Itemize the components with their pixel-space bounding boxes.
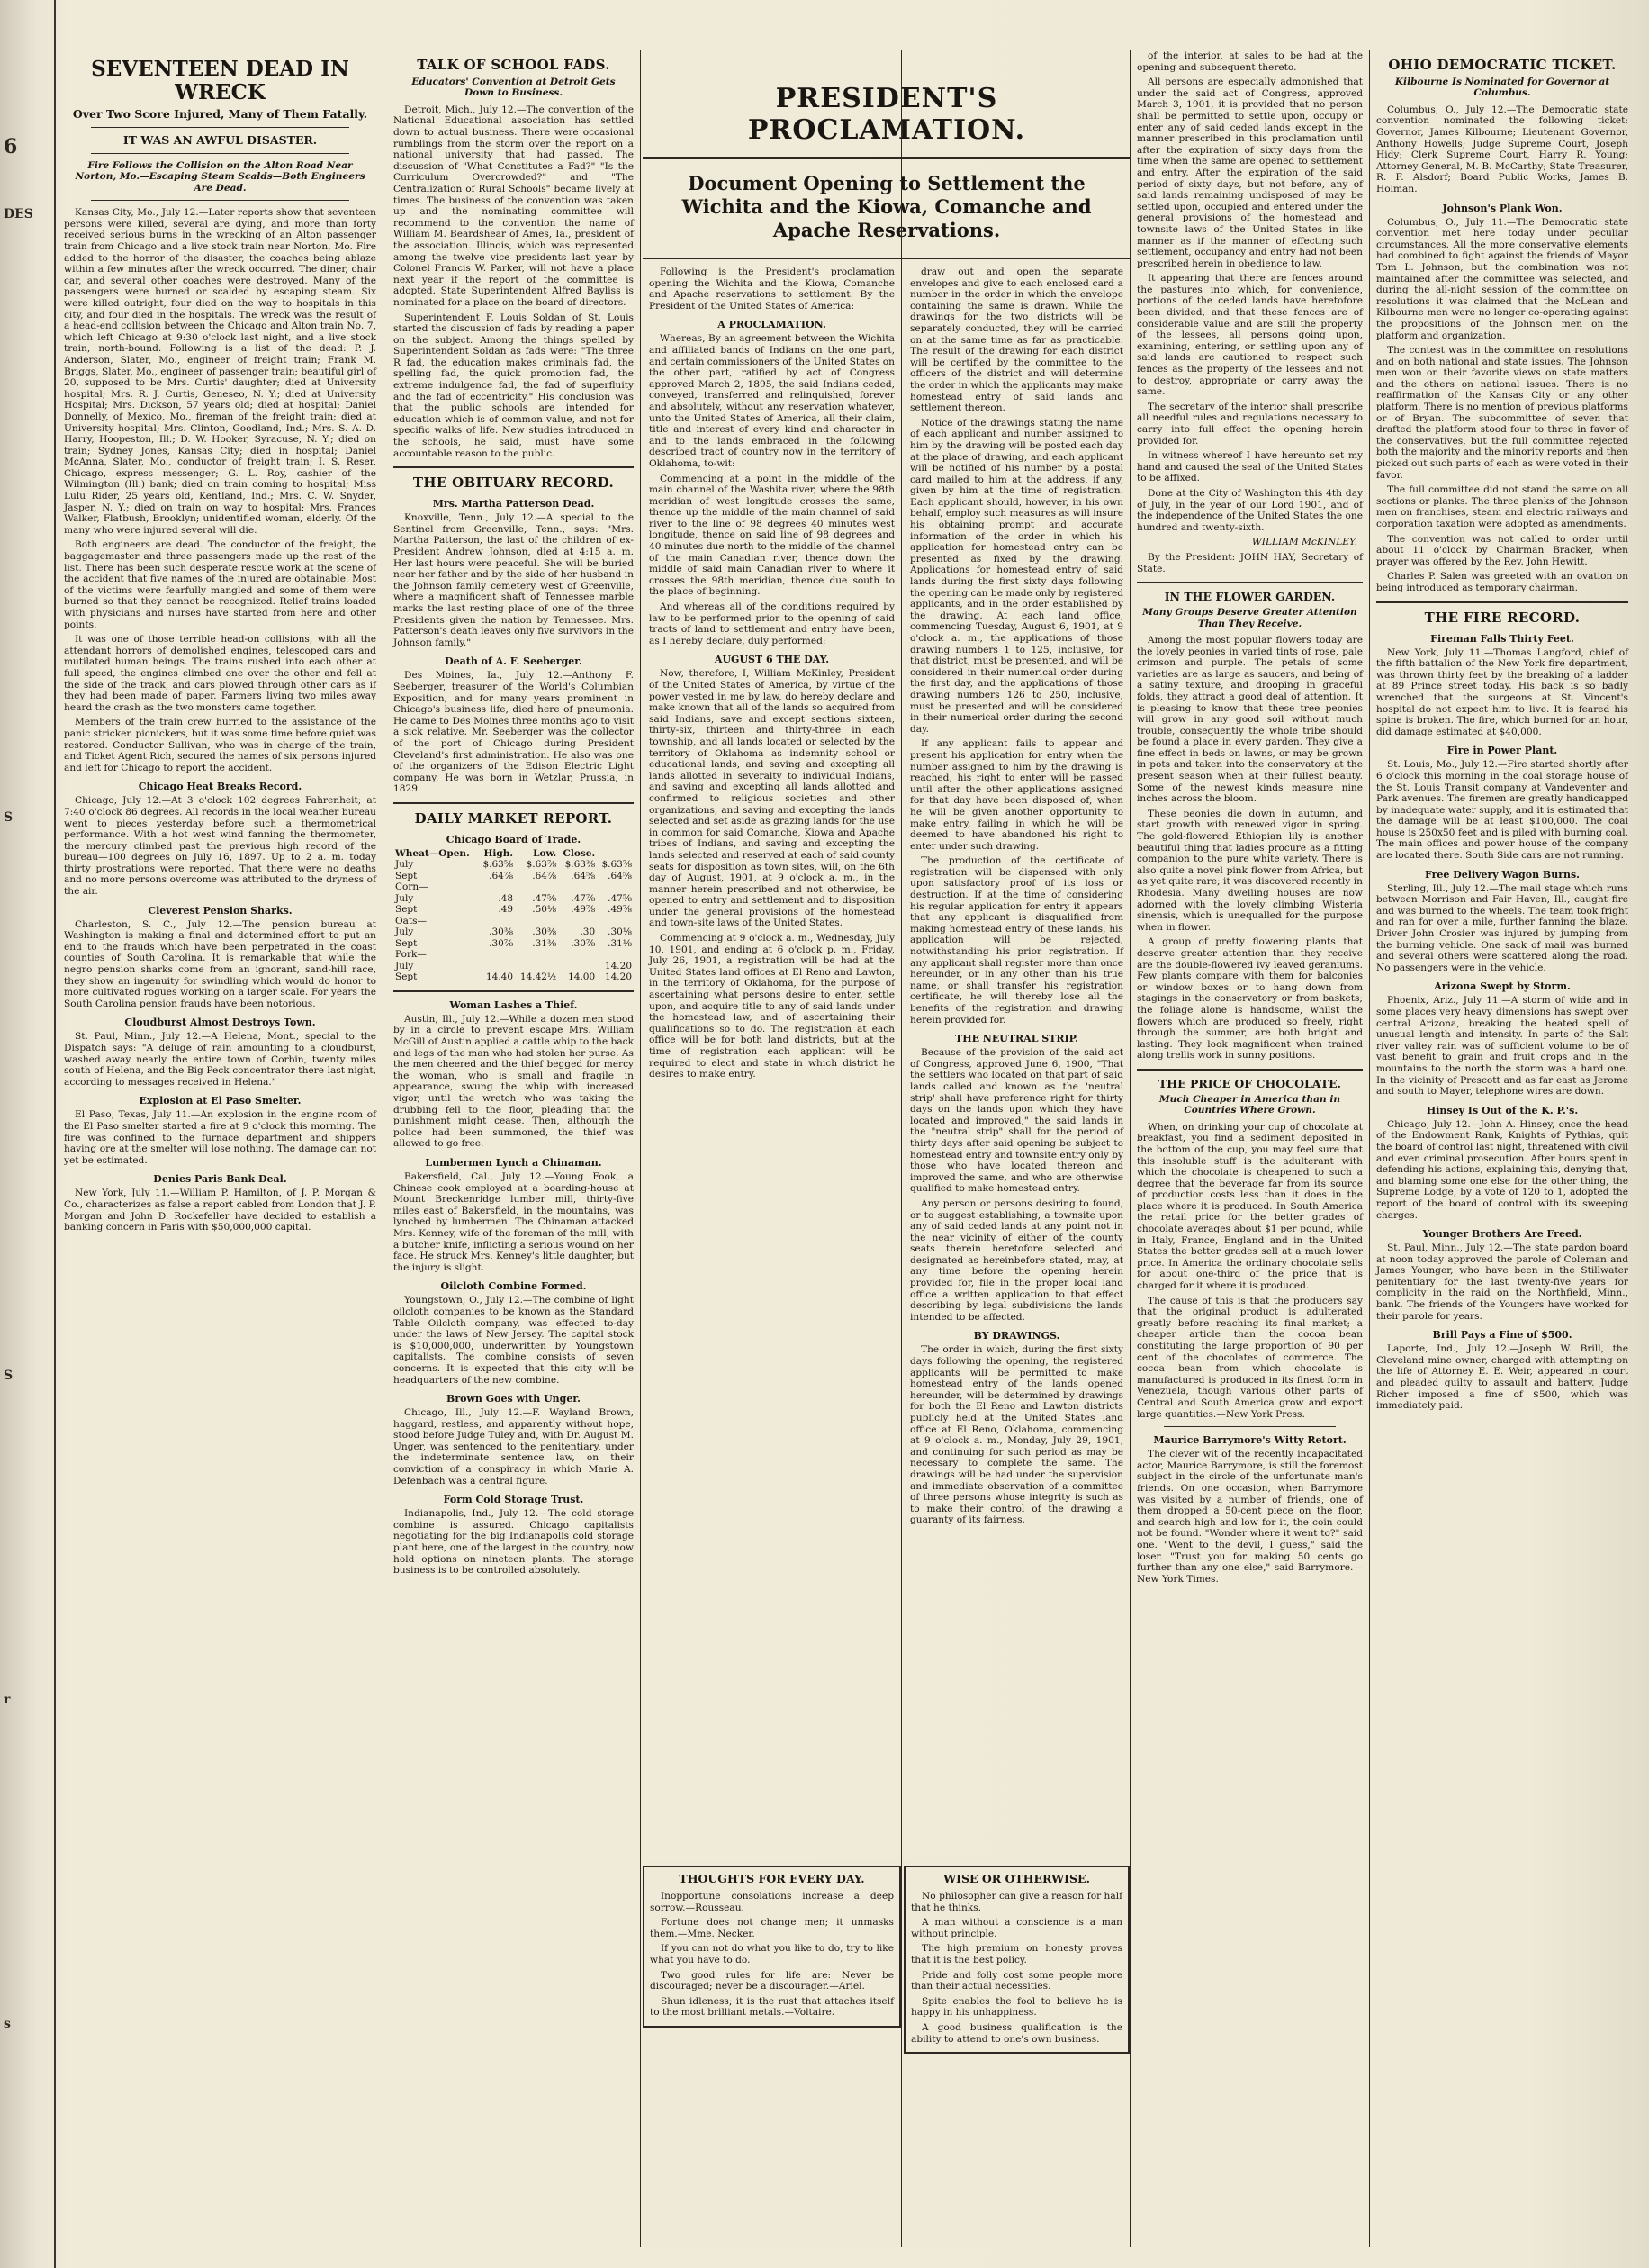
wise-item: Spite enables the fool to believe he is happy in his unhappiness. (911, 1995, 1122, 2019)
story-text: Sterling, Ill., July 12.—The mail stage which runs between Morrison and Fair Haven, Ill., caught fire and was burned to the wheels. The team took fright and ran for over a mile, further fanning the blaze. Driver John Crosier was injured by jumping from the burning vehicle. One sack of mail was burned and several others were scattered along the road. No passengers were in the vehicle. (1376, 882, 1628, 973)
story-head: Denies Paris Bank Deal. (153, 1173, 287, 1186)
market-cell: $.63⅜ (564, 859, 596, 871)
story-text: Phoenix, Ariz., July 11.—A storm of wide and in some places very heavy dimensions has swept over central Arizona, breaking the heated spell of unusual length and intensity. In parts of the Salt river valley rain was of sufficient volume to be of vast benefit to grain and fruit crops and in the mountains to the north the storm was a hard one. In the vicinity of Prescott and as far east as Jerome and south to Mayer, telephone wires are down. (1376, 995, 1628, 1098)
market-cell: 14.20 (604, 960, 632, 971)
thought-item: Shun idleness; it is the rust that attaches itself to the most brilliant metals.—Voltaire. (650, 1995, 894, 2019)
market-cell: Sept (395, 937, 418, 949)
column-proclamation-2 (904, 50, 1131, 2247)
article-paragraph: If any applicant fails to appear and present his application for entry when the number assigned to him by the drawing is reached, his right to enter will be passed until after the other applications assigned for that day have been disposed of, when he will be given another opportunity to make entry, failing in which he will be deemed to have abandoned his right to enter under such drawing. (910, 738, 1123, 852)
wise-item: A good business qualification is the ability to attend to one's own business. (911, 2021, 1122, 2045)
market-subhead: Chicago Board of Trade. (446, 833, 581, 845)
story-text: St. Louis, Mo., July 12.—Fire started shortly after 6 o'clock this morning in the coal storage house of the St. Louis Transit company at Vandeventer and Park avenues. The firemen are greatly handicapped by inadequate water supply, and it is estimated that the damage will be at least $100,000. The coal house is 250x50 feet and is piled with burning coal. The main offices and power house of the company are located there. South Side cars are not running. (1376, 759, 1628, 862)
article-paragraph: Both engineers are dead. The conductor of the freight, the baggagemaster and three passengers made up the rest of the list. There has been such desperate rescue work at the scene of the accident that five names of the injured are obtainable. Most of the victims were fearfully mangled and some of them were burned so that they cannot be recognized. Relief trains loaded with physicians and nurses have started from here and other points. (64, 539, 376, 630)
market-row (393, 893, 634, 905)
story-head: Johnson's Plank Won. (1442, 202, 1563, 214)
deck-wreck-3: Fire Follows the Collision on the Alton Road Near Norton, Mo.—Escaping Steam Scalds—Both Engineers Are Dead. (75, 160, 365, 194)
story-head: Woman Lashes a Thief. (449, 998, 578, 1011)
story-head: Younger Brothers Are Freed. (1422, 1228, 1582, 1241)
subhead-proclamation: Document Opening to Settlement the Wichita and the Kiowa, Comanche and Apache Reservations. (681, 172, 1092, 241)
market-col-head: Low. (533, 847, 557, 859)
article-paragraph: draw out and open the separate envelopes and give to each enclosed card a number in the order in which the envelope containing the same is drawn. While the drawings for the two districts will be separately conducted, they will be carried on at the same time as far as practicable. The result of the drawing for each district will be certified by the committee to the officers of the district and will determine the order in which the applicants may make homestead entry of said lands and settlement thereon. (910, 267, 1123, 414)
market-cell: Sept (395, 971, 418, 983)
article-paragraph: These peonies die down in autumn, and start growth with renewed vigor in spring. The gold-flowered Ethiopian lily is another beautiful thing that ladies procure as a fitting companion to the pure white variety. There is also quite a novel pink flower from Africa, but as yet quite rare; it was discovered recently in Rhodesia. Many dwelling houses are now adorned with the lovely climbing Wisteria sinensis, which is unequalled for the purpose when in flower. (1137, 808, 1363, 933)
article-paragraph: Detroit, Mich., July 12.—The convention of the National Educational association has settled down to actual business. There were occasional rumblings from the storm over the report on a national university that had passed. The discussion of "What Constitutes a Fad?" "Is the Curriculum Overcrowded?" and "The Centralization of Rural Schools" became lively at times. The business of the convention was taken up and the nominating committee will recommend to the convention the name of William M. Beardshear of Ames, Ia., president of the association. Illinois, which was represented among the twelve vice presidents last year by Colonel Francis W. Parker, will not have a place next year if the report of the committee is adopted. State Superintendent Alfred Bayliss is nominated for a place on the board of directors. (393, 104, 634, 308)
market-cell: .47⅞ (571, 892, 596, 904)
thought-item: If you can not do what you like to do, try to like what you have to do. (650, 1943, 894, 1965)
market-cell: 14.40 (485, 971, 514, 983)
column-proclamation-1 (643, 50, 902, 2247)
market-cell: Sept (395, 904, 418, 916)
story-head: Brill Pays a Fine of $500. (1432, 1329, 1572, 1342)
market-cell: .31⅜ (532, 937, 557, 949)
market-row (393, 904, 634, 916)
market-cell: .64⅝ (608, 870, 632, 881)
market-cell: Sept (395, 870, 418, 881)
story-text: Des Moines, Ia., July 12.—Anthony F. Seeberger, treasurer of the World's Columbian Exposition, and for many years prominent in Chicago's business life, died here of pneumonia. He came to Des Moines three months ago to visit a sick relative. Mr. Seeberger was the collector of the port of Chicago during President Cleveland's first administration. He also was one of the organizers of the Edison Electric Light company. He was born in Wetzlar, Prussia, in 1829. (393, 670, 634, 795)
thoughts-box-wrap (643, 1860, 901, 2247)
headline-flower-garden: IN THE FLOWER GARDEN. (1164, 590, 1336, 604)
wise-box (904, 1866, 1130, 2054)
headline-ohio: OHIO DEMOCRATIC TICKET. (1388, 57, 1617, 73)
market-col-head: Wheat—Open. (395, 847, 470, 859)
article-paragraph: Now, therefore, I, William McKinley, President of the United States of America, by virtue of the power vested in me by law, do hereby declare and make known that all of the lands so acquired from said Indians, save and except sections sixteen, thirty-six, thirteen and thirty-three in each township, and all lands located or selected by the territory of Oklahoma as indemnity school or educational lands, and saving and excepting all lands allotted in severalty to individual Indians, and saving and excepting all lands allotted and confirmed to religious societies and other organizations, and saving and excepting the lands selected and set aside as grazing lands for the use in common for said Comanche, Kiowa and Apache tribes of Indians, and saving and excepting the lands selected and reserved at each of said county seats for disposition as town sites, will, on the 6th day of August, 1901, at 9 o'clock a. m., in the manner herein prescribed and not otherwise, be opened to entry and settlement and to disposition under the general provisions of the homestead and town-site laws of the United States. (649, 668, 895, 929)
wise-item: Pride and folly cost some people more than their actual necessities. (911, 1969, 1122, 1992)
headline-wreck: SEVENTEEN DEAD IN WRECK (91, 57, 349, 104)
article-paragraph: The secretary of the interior shall prescribe all needful rules and regulations necessary to carry into full effect the opening herein provided for. (1137, 401, 1363, 447)
headline-obituary: THE OBITUARY RECORD. (412, 474, 615, 492)
market-col-head: Close. (563, 847, 596, 859)
article-paragraph: Members of the train crew hurried to the assistance of the panic stricken picnickers, but it was some time before quiet was restored. Conductor Sullivan, who was in charge of the train, and Ticket Agent Rich, secured the names of six persons injured and left for Chicago to report the accident. (64, 717, 376, 773)
thoughts-box (643, 1866, 901, 2028)
story-head: Arizona Swept by Storm. (1434, 980, 1571, 993)
article-paragraph: The production of the certificate of registration will be dispensed with only upon satisfactory proof of its loss or destruction. If at the time of considering his regular application for entry it appears that any applicant is disqualified from making homestead entry of these lands, his application will be rejected, notwithstanding his prior registration. If any applicant shall register more than once hereunder, or in any other than his true name, or shall transfer his registration certificate, he will thereby lose all the benefits of the registration and drawing herein provided for. (910, 855, 1123, 1026)
story-text: Chicago, Ill., July 12.—F. Wayland Brown, haggard, restless, and apparently without hope, stood before Judge Tuley and, with Dr. August M. Unger, was sentenced to the penitentiary, under the indeterminate sentence law, on their conviction of a conspiracy in which Marie A. Defenbach was a central figure. (393, 1407, 634, 1486)
article-paragraph: The contest was in the committee on resolutions and on both national and state issues. The Johnson men won on their favorite views on state matters and the others on national issues. There is no reaffirmation of the Kansas City or any other platform. There is no mention of previous platforms or of Bryan. The subcommittee of seven that drafted the platform stood four to three in favor of the conservatives, but the full committee rejected both the majority and the minority reports and then picked out such parts of each as were voted in their favor. (1376, 345, 1628, 481)
article-paragraph: Columbus, O., July 11.—The Democratic state convention met here today under peculiar circumstances. All the more conservative elements had combined to fight against the friends of Mayor Tom L. Johnson, but the combination was not maintained after the committee was selected, and during the all-night session of the committee on resolutions it was claimed that the McLean and Kilbourne men were no longer co-operating against the propositions of the Johnson men on the platform and organization. (1376, 216, 1628, 341)
market-cell: Oats— (395, 915, 427, 926)
article-paragraph: Whereas, By an agreement between the Wichita and affiliated bands of Indians on the one part, and certain commissioners of the United States on the other part, ratified by act of Congress approved March 2, 1895, the said Indians ceded, conveyed, transferred and relinquished, forever and absolutely, without any reservation whatever, unto the United States of America, all their claim, title and interest of every kind and character in and to the lands embraced in the following described tract of country now in the territory of Oklahoma, to-wit: (649, 333, 895, 469)
headline-market: DAILY MARKET REPORT. (414, 809, 613, 827)
thought-item: Inopportune consolations increase a deep sorrow.—Rousseau. (650, 1891, 894, 1913)
story-text: New York, July 11.—Thomas Langford, chief of the fifth battalion of the New York fire department, was thrown thirty feet by the breaking of a ladder at 89 Prince street today. His back is so badly wrenched that the surgeons at St. Vincent's hospital do not expect him to live. It is feared his spine is broken. The fire, which burned for an hour, did damage estimated at $40,000. (1376, 646, 1628, 737)
headline-fire-record: THE FIRE RECORD. (1424, 609, 1581, 626)
story-text: Charleston, S. C., July 12.—The pension bureau at Washington is making a final and determined effort to put an end to the frauds which have been perpetrated in the coast counties of South Carolina. It is remarkable that while the negro pension sharks come from an ignorant, sand-hill race, they show an ingenuity for swindling which would do honor to more cultivated rogues working on a larger scale. For years the South Carolina pension frauds have been notorious. (64, 918, 376, 1009)
article-paragraph: Kansas City, Mo., July 12.—Later reports show that seventeen persons were killed, several are dying, and more than forty received serious burns in the wrecking of an Alton passenger train from Chicago and a live stock train near Norton, Mo. Fire added to the horror of the disaster, the coaches being ablaze within a few minutes after the wreck occurred. The diner, chair car, and several other coaches were destroyed. Many of the passengers were burned or scalded by escaping steam. Six were killed outright, four died on the way to hospitals in this city, and four died in the hospitals. The wreck was the result of a head-end collision between the Chicago and Alton train No. 7, which left Chicago at 9:30 o'clock last night, and a live stock train, north-bound. Following is a list of the dead: P. J. Anderson, Slater, Mo., engineer of freight train; Frank M. Briggs, Slater, Mo., engineer of passenger train; beautiful girl of 20, supposed to be Mrs. Curtis' daughter; died at University hospital; Mrs. R. J. Curtis, Geneseo, N. Y.; died at University Hospital; Mrs. Dickson, 57 years old; died at hospital; Daniel Donnelly, of Mexico, Mo., fireman of the freight train; died at University hospital; Mrs. Clinton, Goodland, Ind.; Mrs. S. A. D. Harry, Hoopeston, Ill.; D. W. Hooker, Syracuse, N. Y.; died on train; Sydney Jones, Kansas City; died in hospital; Daniel McAnna, Slater, Mo., conductor of freight train; I. S. Reser, Chicago, express messenger; G. L. Roy, cashier of the Wilmington (Ill.) bank; died on train coming to hospital; Miss Lulu Rider, 25 years old, Kentland, Ind.; Mrs. C. W. Snyder, Jasper, N. Y.; died on train on way to hospital; Mrs. Frances Walker, Flatbush, Brooklyn; unidentified woman, elderly. Of the many who were injured several will die. (64, 207, 376, 536)
story-text: Youngstown, O., July 12.—The combine of light oilcloth companies to be known as the Standard Table Oilcloth company, was effected to-day under the laws of New Jersey. The capital stock is $10,000,000, underwritten by Youngstown capitalists. The combine consists of seven concerns. It is expected that this city will be headquarters of the new combine. (393, 1295, 634, 1386)
market-cell: 14.20 (604, 971, 632, 983)
edge-fragment: S (4, 810, 14, 825)
market-cell: .30⅛ (608, 926, 632, 938)
market-row (393, 881, 634, 893)
article-paragraph: Charles P. Salen was greeted with an ovation on being introduced as temporary chairman. (1376, 571, 1628, 593)
market-row (393, 859, 634, 871)
signature: WILLIAM McKINLEY. (1251, 537, 1357, 548)
market-cell: .47⅝ (532, 892, 557, 904)
story-head: Fire in Power Plant. (1446, 745, 1558, 757)
thoughts-head: THOUGHTS FOR EVERY DAY. (679, 1872, 865, 1885)
market-row (393, 916, 634, 927)
story-head: Mrs. Martha Patterson Dead. (432, 498, 595, 511)
article-paragraph: Any person or persons desiring to found, or to suggest establishing, a townsite upon any of said ceded lands at any point not in the near vicinity of either of the county seats therein heretofore selected and designated as hereinbefore stated, may, at any time before the opening herein provided for, file in the proper local land office a written application to that effect describing by legal subdivisions the lands intended to be affected. (910, 1197, 1123, 1323)
edge-fragment: s (4, 2017, 11, 2031)
wise-item: The high premium on honesty proves that it is the best policy. (911, 1943, 1122, 1965)
story-head: Form Cold Storage Trust. (443, 1494, 584, 1506)
story-text: Laporte, Ind., July 12.—Joseph W. Brill, the Cleveland mine owner, charged with attempting on the life of Attorney E. E. Weir, appeared in court and pleaded guilty to assault and battery. Judge Richer imposed a fine of $500, which was immediately paid. (1376, 1343, 1628, 1412)
story-head: Chicago Heat Breaks Record. (138, 781, 302, 793)
market-cell: $.63⅞ (601, 859, 632, 871)
market-cell: .50⅛ (532, 904, 557, 916)
market-cell: $.63⅝ (482, 859, 514, 871)
article-paragraph: Because of the provision of the said act of Congress, approved June 6, 1900, "That the settlers who located on that part of said lands called and known as the 'neutral strip' shall have preference right for thirty days on the lands upon which they have located and improved," the said lands in the "neutral strip" shall for the period of thirty days after said opening be subject to homestead entry and townsite entry only by those who have located thereon and improved the same, and who are otherwise qualified to make homestead entry. (910, 1047, 1123, 1195)
edge-fragment: S (4, 1369, 14, 1383)
story-text: Knoxville, Tenn., July 12.—A special to the Sentinel from Greenville, Tenn., says: "Mrs. Martha Patterson, the last of the children of ex-President Andrew Johnson, died at 4:15 a. m. Her last hours were peaceful. She will be buried near her father and by the side of her husband in the Johnson family cemetery west of Greenville, where a magnificent shaft of Tennessee marble marks the last resting place of one of the three Presidents given the nation by Tennessee. Mrs. Patterson's death leaves only five survivors in the Johnson family." (393, 512, 634, 648)
attestation: By the President: JOHN HAY, Secretary of State. (1137, 551, 1363, 574)
thought-item: Two good rules for life are: Never be discouraged; never be a discourager.—Ariel. (650, 1969, 894, 1992)
story-text: The clever wit of the recently incapacitated actor, Maurice Barrymore, is still the foremost subject in the circle of the unfortunate man's friends. On one occasion, when Barrymore was visited by a number of friends, one of them dropped a 50-cent piece on the floor, and search high and low for it, the coin could not be found. "Wonder where it went to?" said one. "Went to the devil, I guess," said the loser. "Trust you for making 50 cents go further than any one else," said Barrymore.—New York Times. (1137, 1449, 1363, 1585)
market-cell: Corn— (395, 881, 428, 893)
market-row (393, 938, 634, 950)
article-paragraph: Done at the City of Washington this 4th day of July, in the year of our Lord 1901, and of the independence of the United States the one hundred and twenty-sixth. (1137, 487, 1363, 533)
market-cell: Pork— (395, 949, 427, 961)
headline-proclamation: PRESIDENT'S PROCLAMATION. (643, 83, 1131, 159)
article-paragraph: In witness whereof I have hereunto set my hand and caused the seal of the United States to be affixed. (1137, 450, 1363, 484)
article-paragraph: It was one of those terrible head-on collisions, with all the attendant horrors of demolished engines, telescoped cars and mutilated human beings. The trains rushed into each other at full speed, the engines climbed one over the other and fell at the side of the track, and cars plowed through other cars as if they had been made of paper. Farmers living two miles away heard the crash as the two monsters came together. (64, 634, 376, 713)
wise-item: A man without a conscience is a man without principle. (911, 1917, 1122, 1939)
article-paragraph: All persons are especially admonished that under the said act of Congress, approved March 3, 1901, it is provided that no person shall be permitted to settle upon, occupy or enter any of said ceded lands except in the manner prescribed in this proclamation until after the expiration of sixty days from the time when the same are opened to settlement and entry. After the expiration of the said period of sixty days, but not before, any of said lands remaining undisposed of may be settled upon, occupied and entered under the general provisions of the homestead and townsite laws of the United States in like manner as if the manner of effecting such settlement, occupancy and entry had not been prescribed herein in obedience to law. (1137, 77, 1363, 269)
deck-ohio: Kilbourne Is Nominated for Governor at Columbus. (1394, 77, 1610, 99)
article-paragraph: Commencing at a point in the middle of the main channel of the Washita river, where the 98th meridian of west longitude crosses the same, thence up the middle of the main channel of said river to the line of 98 degrees 40 minutes west longitude, thence on said line of 98 degrees and 40 minutes due north to the middle of the channel of the main Canadian river, thence down the middle of said main Canadian river to where it crosses the 98th meridian, thence due south to the place of beginning. (649, 473, 895, 598)
story-head: Lumbermen Lynch a Chinaman. (425, 1157, 602, 1169)
market-row (393, 961, 634, 972)
story-head: Death of A. F. Seeberger. (445, 655, 582, 668)
wise-item: No philosopher can give a reason for half that he thinks. (911, 1891, 1122, 1913)
story-text: Chicago, July 12.—John A. Hinsey, once the head of the Endowment Rank, Knights of Pythias, quit the board of control last night, threatened with civil and even criminal prosecution. After hours spent in defending his actions, explaining this, denying that, and blaming some one else for the other thing, the Supreme Lodge, by a vote of 120 to 1, adopted the report of the board of control with its sweeping charges. (1376, 1118, 1628, 1221)
article-paragraph: Notice of the drawings stating the name of each applicant and number assigned to him by the drawing will be posted each day at the place of drawing, and each applicant will be notified of his number by a postal card mailed to him at the address, if any, given by him at the time of registration. Each applicant should, however, in his own behalf, employ such measures as will insure his obtaining prompt and accurate information of the order in which his application for homestead entry can be presented as fixed by the drawing. Applications for homestead entry of said lands during the first sixty days following the opening can be made only by registered applicants, and in the order established by the drawing. At each land office, commencing Tuesday, August 6, 1901, at 9 o'clock a. m., the applications of those drawing numbers 1 to 125, inclusive, for that district, must be presented, and will be considered in their numerical order during the first day, and the applications of those drawing numbers 126 to 250, inclusive, must be presented and will be considered in their numerical order during the second day. (910, 417, 1124, 735)
market-cell: July (395, 926, 414, 938)
story-text: St. Paul, Minn., July 12.—A Helena, Mont., special to the Dispatch says: "A deluge of rain amounting to a cloudburst, washed away nearly the entire town of Corbin, twenty miles south of Helena, and the Big Peck concentrator there last night, according to messages received in Helena." (64, 1031, 376, 1088)
story-head: Brown Goes with Unger. (446, 1393, 581, 1405)
headline-school-fads: TALK OF SCHOOL FADS. (417, 57, 610, 73)
story-text: Austin, Ill., July 12.—While a dozen men stood by in a circle to prevent escape Mrs. William McGill of Austin applied a cattle whip to the back and legs of the man who had stolen her purse. As the men cheered and the thief begged for mercy the woman, who is small and fragile in appearance, swung the whip with increased vigor, until the wretch who was taking the drubbing fell to the floor, pleading that the punishment might cease. Then, although the police had been summoned, the thief was allowed to go free. (393, 1013, 634, 1150)
market-cell: .49⅞ (608, 904, 632, 916)
market-cell: .30 (580, 926, 596, 938)
story-text: Indianapolis, Ind., July 12.—The cold storage combine is assured. Chicago capitalists negotiating for the big Indianapolis cold storage plant here, one of the largest in the country, now hold options on nineteen plants. The storage business is to be controlled absolutely. (393, 1508, 634, 1577)
market-cell: .30⅜ (532, 926, 557, 938)
market-header-row (393, 848, 634, 860)
column-school-fads (387, 50, 641, 2247)
article-paragraph: Superintendent F. Louis Soldan of St. Louis started the discussion of fads by reading a paper on the subject. Among the things spelled by Superintendent Soldan as fads were: "The three R fad, the education makes criminals fad, the spelling fad, the quick promotion fad, the extreme indulgence fad, the fad of superfluity and the fad of eccentricity." His conclusion was that the public schools are intended for education which is of common value, and not for specific walks of life. New studies introduced in the schools, he said, must have some accountable reason to the public. (393, 312, 634, 459)
story-text: St. Paul, Minn., July 12.—The state pardon board at noon today approved the parole of Coleman and James Younger, who have been in the Stillwater penitentiary for the last twenty-five years for complicity in the raid on the Northfield, Minn., bank. The friends of the Youngers have worked for their parole for years. (1376, 1242, 1628, 1322)
market-row (393, 949, 634, 961)
market-cell: .31⅛ (608, 937, 632, 949)
story-head: Explosion at El Paso Smelter. (139, 1095, 302, 1107)
market-cell: .30⅜ (489, 926, 514, 938)
market-cell: .49 (498, 904, 514, 916)
market-cell: July (395, 859, 414, 871)
deck-school-fads: Educators' Convention at Detroit Gets Down to Business. (411, 77, 616, 99)
article-paragraph: It appearing that there are fences around the pastures into which, for convenience, portions of the ceded lands have heretofore been divided, and that these fences are of considerable value and are still the property of the lessees, all persons going upon, examining, entering, or settling upon any of said lands are cautioned to respect such fences as the property of the lessees and not to destroy, appropriate or carry away the same. (1137, 273, 1363, 398)
adjacent-page-edge (0, 0, 56, 2268)
article-paragraph: A group of pretty flowering plants that deserve greater attention than they receive are the double-flowered ivy leaved geraniums. Few plants compare with them for balconies or window boxes or to hang down from stagings in the conservatory or from baskets; the foliage alone is handsome, whilst the flowers which are produced so freely, right through the summer, are both bright and lasting. They look magnificent when trained along trellis work in sunny positions. (1137, 936, 1363, 1062)
edge-fragment: r (4, 1693, 11, 1707)
deck-flower-garden: Many Groups Deserve Greater Attention Than They Receive. (1142, 607, 1357, 629)
story-text: New York, July 11.—William P. Hamilton, of J. P. Morgan & Co., characterizes as false a report cabled from London that J. P. Morgan and John D. Rockefeller have decided to establish a banking concern in Paris with $50,000,000 capital. (64, 1188, 376, 1233)
market-cell: July (395, 960, 414, 971)
story-text: Bakersfield, Cal., July 12.—Young Fook, a Chinese cook employed at a boarding-house at Mount Breckenridge lumber mill, thirty-five miles east of Bakersfield, in the mountains, was lynched by lumbermen. The Chinaman attacked Mrs. Kenney, wife of the foreman of the mill, with a butcher knife, inflicting a serious wound on her face. He struck Mrs. Kenney's little daughter, but the injury is slight. (393, 1171, 634, 1273)
article-paragraph: Following is the President's proclamation opening the Wichita and the Kiowa, Comanche and Apache reservations to settlement: By the President of the United States of America: (649, 267, 895, 312)
market-cell: 14.42½ (519, 971, 557, 983)
headline-chocolate: THE PRICE OF CHOCOLATE. (1158, 1076, 1342, 1090)
market-table (393, 848, 634, 983)
article-paragraph: Among the most popular flowers today are the lovely peonies in varied tints of rose, pale crimson and purple. The petals of some varieties are as large as saucers, and being of a satiny texture, and drooping in graceful folds, they attract a good deal of attention. It is pleasing to know that these tree peonies will grow in any good soil without much trouble, consequently the whole tribe should be found a place in every garden. They give a fine effect in beds on lawns, or may be grown in pots and taken into the conservatory at the present season when at their fullest beauty. Some of the newest kinds measure nine inches across the bloom. (1137, 634, 1363, 805)
market-cell: 14.00 (568, 971, 596, 983)
section-head: AUGUST 6 THE DAY. (714, 654, 830, 666)
article-paragraph: And whereas all of the conditions required by law to be performed prior to the opening of said tracts of land to settlement and entry have been, as I hereby declare, duly performed: (649, 601, 895, 646)
article-paragraph: The cause of this is that the producers say that the original product is adulterated greatly before reaching its final market; a cheaper article than the cocoa bean constituting the large proportion of 90 per cent of the chocolates of commerce. The cocoa bean from which chocolate is manufactured is produced in its finest form in Venezuela, though various other parts of Central and South America grow and export large quantities.—New York Press. (1137, 1295, 1363, 1420)
story-head: Hinsey Is Out of the K. P.'s. (1426, 1104, 1579, 1116)
market-row (393, 926, 634, 938)
market-row (393, 871, 634, 882)
deck-wreck-2: IT WAS AN AWFUL DISASTER. (122, 133, 318, 147)
wise-head: WISE OR OTHERWISE. (943, 1872, 1090, 1885)
market-cell: .64⅞ (489, 870, 514, 881)
article-paragraph: When, on drinking your cup of chocolate at breakfast, you find a sediment deposited in the bottom of the cup, you may feel sure that this insoluble stuff is the adulterant with which the chocolate is cheapened to such a degree that the beverage far from its source of production costs less than it does in the place where it is produced. In South America the retail price for the better grades of chocolate averages about $1 per pound, while in Italy, France, England and in the United States the better grades sell at a much lower price. In America the ordinary chocolate sells for about one-third of the price that is charged for it where it is produced. (1137, 1121, 1363, 1292)
market-cell: .30⅞ (489, 937, 514, 949)
market-col-head: High. (483, 847, 514, 859)
market-cell: $.63⅞ (526, 859, 557, 871)
deck-wreck-1: Over Two Score Injured, Many of Them Fatally. (72, 107, 368, 121)
thought-item: Fortune does not change men; it unmasks them.—Mme. Necker. (650, 1917, 894, 1939)
deck-chocolate: Much Cheaper in America than in Countries Where Grown. (1158, 1093, 1341, 1116)
article-paragraph: The full committee did not stand the same on all sections or planks. The three planks of the Johnson men on franchises, steam and electric railways and corporation taxation were adopted as amendments. (1376, 484, 1628, 529)
story-head: Oilcloth Combine Formed. (440, 1280, 587, 1293)
column-proclamation-3 (1131, 50, 1370, 2247)
market-cell: .30⅞ (571, 937, 596, 949)
section-head: A PROCLAMATION. (717, 319, 826, 331)
section-head: BY DRAWINGS. (973, 1330, 1060, 1342)
article-paragraph: Commencing at 9 o'clock a. m., Wednesday, July 10, 1901, and ending at 6 o'clock p. m., Friday, July 26, 1901, a registration will be had at the United States land offices at El Reno and Lawton, in the territory of Oklahoma, for the purpose of ascertaining what persons desire to enter, settle upon, and acquire title to any of said lands under the homestead law, and of ascertaining their qualifications so to do. The registration at each office will be for both land districts, but at the time of registration each applicant will be required to elect and state in which district he desires to make entry. (649, 933, 895, 1080)
market-cell: .64⅝ (571, 870, 596, 881)
edge-fragment: DES (4, 207, 33, 221)
market-cell: .48 (498, 892, 514, 904)
market-cell: July (395, 892, 414, 904)
column-wreck (58, 50, 383, 2247)
story-text: El Paso, Texas, July 11.—An explosion in the engine room of the El Paso smelter started a fire at 9 o'clock this morning. The fire was confined to the furnace department and shippers having ore at the smelter will lose nothing. The damage can not yet be estimated. (64, 1109, 376, 1166)
market-cell: .64⅞ (532, 870, 557, 881)
story-head: Cloudburst Almost Destroys Town. (124, 1017, 316, 1029)
story-head: Free Delivery Wagon Burns. (1424, 868, 1581, 881)
story-head: Cleverest Pension Sharks. (148, 904, 293, 917)
article-paragraph: Columbus, O., July 12.—The Democratic state convention nominated the following ticket: Governor, James Kilbourne; Lieutenant Governor, Anthony Howells; Judge Supreme Court, Joseph Hidy; Clerk Supreme Court, Harry R. Young; Attorney General, M. B. McCarthy; State Treasurer, R. F. Alsdorf; Board Public Works, James B. Holman. (1376, 104, 1628, 194)
article-paragraph: of the interior, at sales to be had at the opening and subsequent thereto. (1137, 50, 1363, 73)
column-ohio (1370, 50, 1635, 2247)
market-row (393, 971, 634, 983)
wise-box-wrap (904, 1860, 1130, 2247)
market-cell: .49⅞ (571, 904, 596, 916)
market-cell: .47⅝ (608, 892, 632, 904)
section-head: THE NEUTRAL STRIP. (955, 1033, 1078, 1045)
edge-fragment: 6 (4, 135, 18, 158)
article-paragraph: The convention was not called to order until about 11 o'clock by Chairman Bracker, when prayer was offered by the Rev. John Hewitt. (1376, 533, 1628, 567)
story-head: Fireman Falls Thirty Feet. (1430, 632, 1574, 645)
article-paragraph: The order in which, during the first sixty days following the opening, the registered applicants will be permitted to make homestead entry of the lands opened hereunder, will be determined by drawings for both the El Reno and Lawton districts publicly held at the United States land office at El Reno, Oklahoma, commencing at 9 o'clock a. m., Monday, July 29, 1901, and continuing for such period as may be necessary to complete the same. The drawings will be had under the supervision and immediate observation of a committee of three persons whose integrity is such as to make their control of the drawing a guaranty of its fairness. (910, 1344, 1123, 1526)
story-head: Maurice Barrymore's Witty Retort. (1153, 1434, 1347, 1447)
story-text: Chicago, July 12.—At 3 o'clock 102 degrees Fahrenheit; at 7:40 o'clock 86 degrees. All records in the local weather bureau went to pieces yesterday before such a thermometrical performance. With a hot west wind fanning the thermometer, the mercury climbed past the previous high record of the bureau—100 degrees on July 16, 1897. Up to 2 a. m. today thirty prostrations were reported. That there were no deaths and no more persons overcome was attributed to the dryness of the air. (64, 795, 376, 898)
